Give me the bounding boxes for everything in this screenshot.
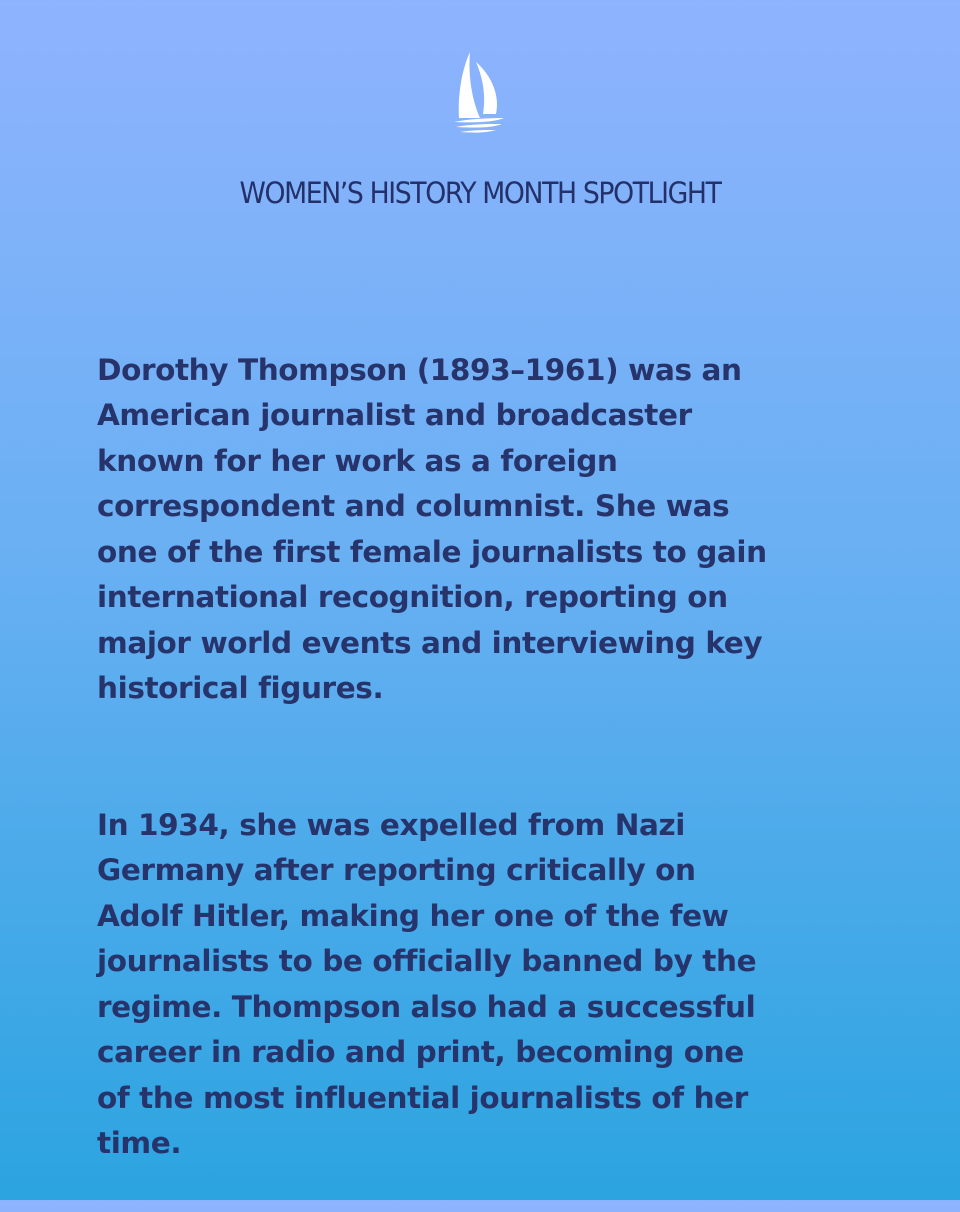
paragraph-2: In 1934, she was expelled from Nazi Germany after reporting critically on Adolf Hitler, making her one of the few journalists to be officially banned by the regime. Thompson also had a successful career in radio and print, becoming one of the most influential journalists of her time. xyxy=(97,807,757,1160)
paragraph-1: Dorothy Thompson (1893–1961) was an American journalist and broadcaster known for her work as a foreign correspondent and columnist. She was one of the first female journalists to gain international recognition, reporting on major world events and interviewing key historical figures. xyxy=(97,352,767,705)
sailboat-icon xyxy=(450,52,510,134)
article-body xyxy=(97,302,897,1212)
page-title: WOMEN’S HISTORY MONTH SPOTLIGHT xyxy=(239,176,721,210)
